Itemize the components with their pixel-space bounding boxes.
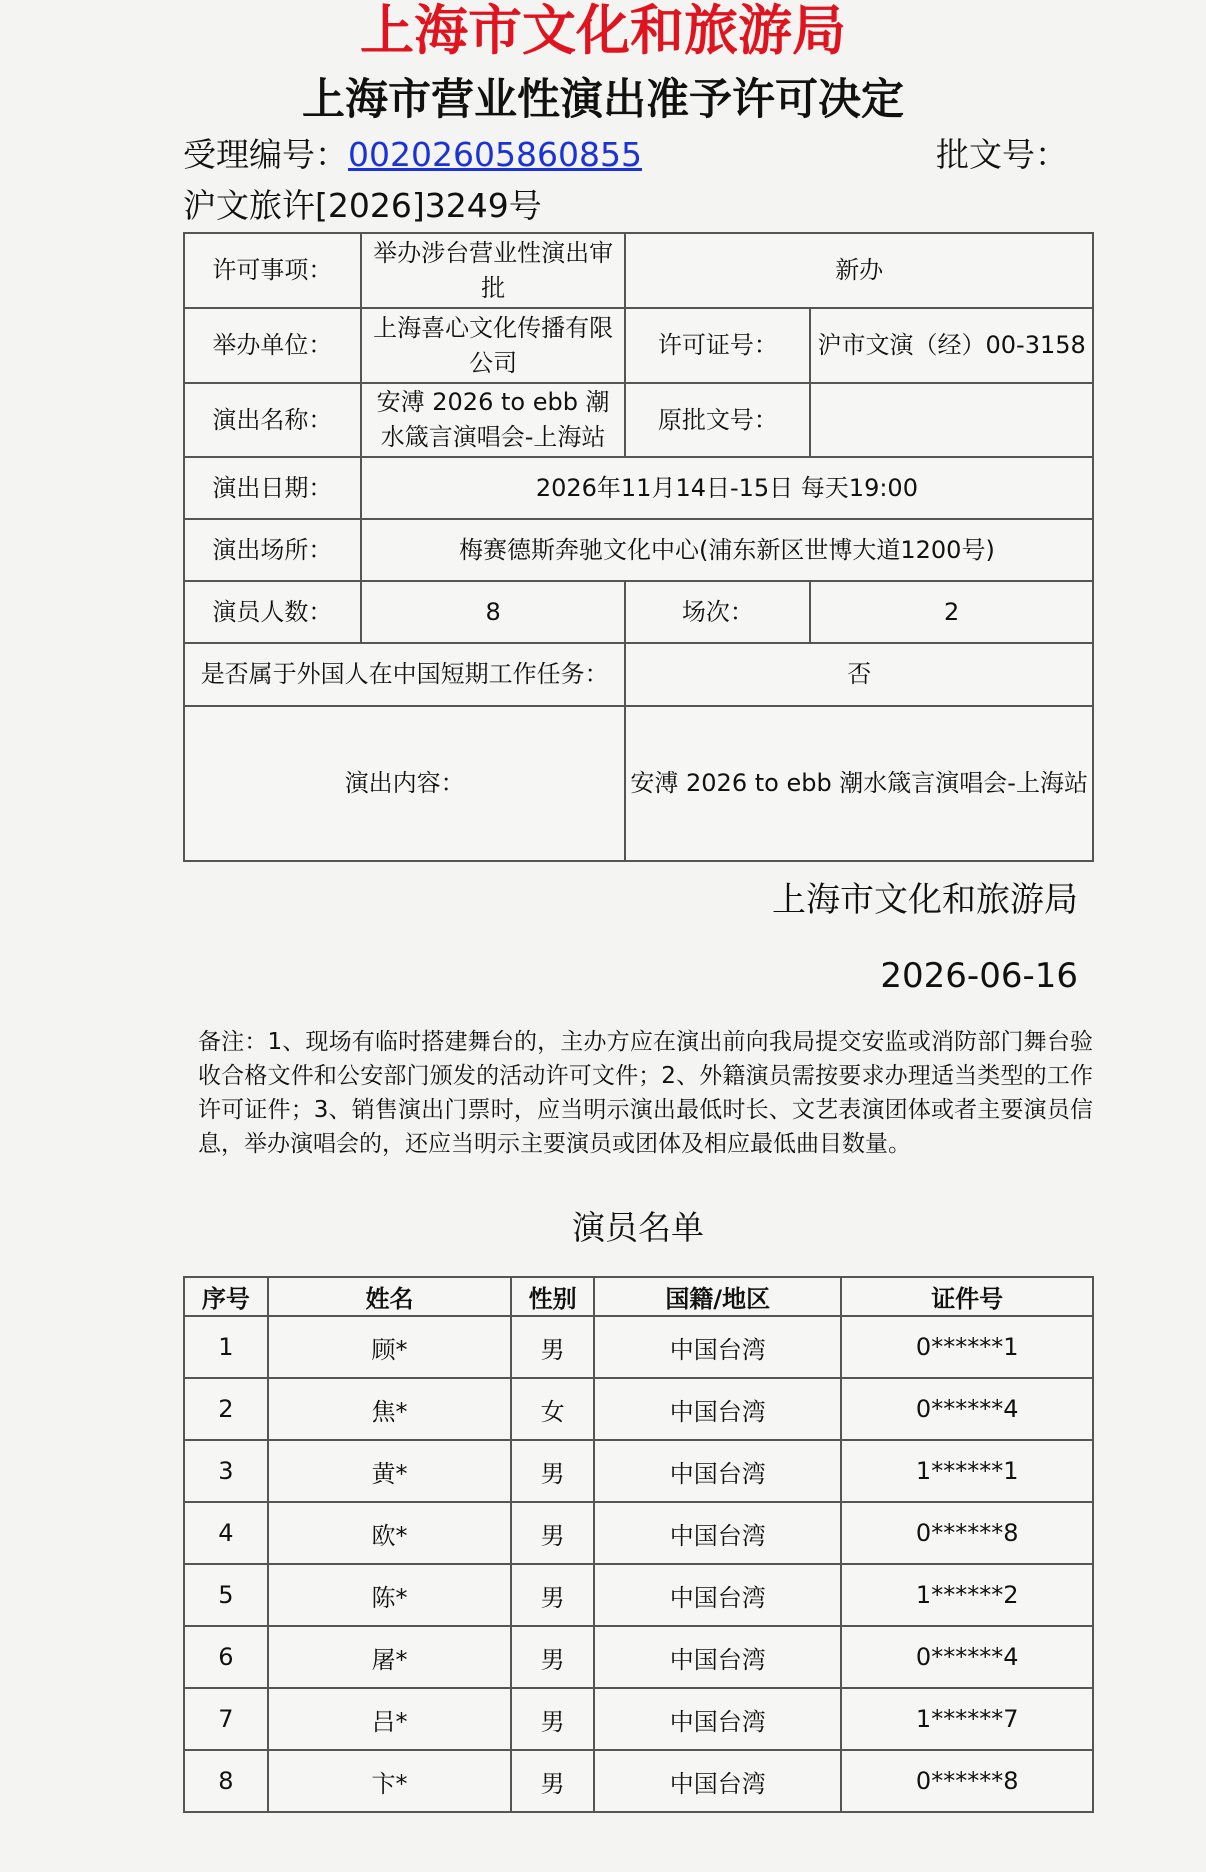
- date-label: 演出日期：: [184, 457, 361, 519]
- col-header-id: 证件号: [841, 1277, 1093, 1316]
- table-row: [184, 519, 1093, 581]
- table-row: [184, 1688, 1093, 1750]
- cast-table: [183, 1276, 1094, 1813]
- cell-name: 吕*: [268, 1688, 511, 1750]
- organizer-label: 举办单位：: [184, 308, 361, 383]
- acceptance-number-link[interactable]: 00202605860855: [348, 135, 642, 174]
- cell-nationality: 中国台湾: [594, 1626, 841, 1688]
- table-row: [184, 1626, 1093, 1688]
- acceptance-label: 受理编号：: [183, 135, 348, 174]
- approval-number: 沪文旅许[2026]3249号: [183, 186, 542, 225]
- col-header-gender: 性别: [511, 1277, 594, 1316]
- table-row: [184, 1440, 1093, 1502]
- cell-no: 8: [184, 1750, 268, 1812]
- table-row: [184, 581, 1093, 643]
- orig-approval-value: [810, 383, 1093, 457]
- cell-name: 焦*: [268, 1378, 511, 1440]
- cast-header-row: [184, 1277, 1093, 1316]
- venue-value: 梅赛德斯奔驰文化中心(浦东新区世博大道1200号): [361, 519, 1093, 581]
- cell-gender: 男: [511, 1626, 594, 1688]
- cell-nationality: 中国台湾: [594, 1750, 841, 1812]
- cell-nationality: 中国台湾: [594, 1440, 841, 1502]
- venue-label: 演出场所：: [184, 519, 361, 581]
- cell-name: 卞*: [268, 1750, 511, 1812]
- cell-gender: 男: [511, 1564, 594, 1626]
- cast-list-title: 演员名单: [572, 1208, 704, 1247]
- foreign-value: 否: [625, 643, 1093, 706]
- col-header-name: 姓名: [268, 1277, 511, 1316]
- cell-id: 0******4: [841, 1378, 1093, 1440]
- performers-value: 8: [361, 581, 626, 643]
- table-row: [184, 1378, 1093, 1440]
- sessions-value: 2: [810, 581, 1093, 643]
- cell-no: 1: [184, 1316, 268, 1378]
- table-row: [184, 1502, 1093, 1564]
- issuing-agency: 上海市文化和旅游局: [772, 880, 1078, 920]
- organizer-value: 上海喜心文化传播有限公司: [361, 308, 626, 383]
- remarks: 备注：1、现场有临时搭建舞台的，主办方应在演出前向我局提交安监或消防部门舞台验收合格文件和公安部门颁发的活动许可文件；2、外籍演员需按要求办理适当类型的工作许可证件；3、销售演出门票时，应当明示演出最低时长、文艺表演团体或者主要演员信息，举办演唱会的，还应当明示主要演员或团体及相应最低曲目数量。: [198, 1029, 1093, 1157]
- table-row: [184, 383, 1093, 457]
- table-row: [184, 1564, 1093, 1626]
- acceptance-line: [183, 132, 1066, 178]
- content-value: 安溥 2026 to ebb 潮水箴言演唱会-上海站: [625, 706, 1093, 861]
- issue-date: 2026-06-16: [880, 956, 1078, 996]
- col-header-nationality: 国籍/地区: [594, 1277, 841, 1316]
- performers-label: 演员人数：: [184, 581, 361, 643]
- foreign-label: 是否属于外国人在中国短期工作任务：: [184, 643, 625, 706]
- approval-label: 批文号：: [936, 135, 1068, 174]
- cell-no: 4: [184, 1502, 268, 1564]
- cell-gender: 男: [511, 1316, 594, 1378]
- cell-name: 陈*: [268, 1564, 511, 1626]
- cell-name: 顾*: [268, 1316, 511, 1378]
- cell-nationality: 中国台湾: [594, 1564, 841, 1626]
- cell-name: 欧*: [268, 1502, 511, 1564]
- cell-id: 0******1: [841, 1316, 1093, 1378]
- cell-id: 1******2: [841, 1564, 1093, 1626]
- cell-id: 1******1: [841, 1440, 1093, 1502]
- content-label: 演出内容：: [184, 706, 625, 861]
- orig-approval-label: 原批文号：: [625, 383, 810, 457]
- cell-id: 0******4: [841, 1626, 1093, 1688]
- license-label: 许可证号：: [625, 308, 810, 383]
- table-row: [184, 308, 1093, 383]
- table-row: [184, 457, 1093, 519]
- show-name-label: 演出名称：: [184, 383, 361, 457]
- table-row: [184, 233, 1093, 308]
- show-name-value: 安溥 2026 to ebb 潮水箴言演唱会-上海站: [361, 383, 626, 457]
- table-row: [184, 1316, 1093, 1378]
- cell-gender: 男: [511, 1688, 594, 1750]
- cell-no: 6: [184, 1626, 268, 1688]
- cell-gender: 女: [511, 1378, 594, 1440]
- cell-name: 屠*: [268, 1626, 511, 1688]
- permit-info-table: [183, 232, 1094, 862]
- cell-gender: 男: [511, 1440, 594, 1502]
- cell-no: 2: [184, 1378, 268, 1440]
- cell-nationality: 中国台湾: [594, 1316, 841, 1378]
- cell-id: 0******8: [841, 1750, 1093, 1812]
- cell-no: 7: [184, 1688, 268, 1750]
- item-label: 许可事项：: [184, 233, 361, 308]
- col-header-no: 序号: [184, 1277, 268, 1316]
- cell-gender: 男: [511, 1750, 594, 1812]
- sessions-label: 场次：: [625, 581, 810, 643]
- table-row: [184, 1750, 1093, 1812]
- cell-nationality: 中国台湾: [594, 1502, 841, 1564]
- cell-nationality: 中国台湾: [594, 1378, 841, 1440]
- agency-header: 上海市文化和旅游局: [360, 0, 846, 62]
- table-row: [184, 643, 1093, 706]
- cell-id: 0******8: [841, 1502, 1093, 1564]
- date-value: 2026年11月14日-15日 每天19:00: [361, 457, 1093, 519]
- cell-no: 3: [184, 1440, 268, 1502]
- item-value: 举办涉台营业性演出审批: [361, 233, 626, 308]
- license-value: 沪市文演（经）00-3158: [810, 308, 1093, 383]
- cell-no: 5: [184, 1564, 268, 1626]
- cell-name: 黄*: [268, 1440, 511, 1502]
- item-type: 新办: [625, 233, 1093, 308]
- document-title: 上海市营业性演出准予许可决定: [302, 75, 904, 125]
- cell-id: 1******7: [841, 1688, 1093, 1750]
- table-row: [184, 706, 1093, 861]
- cell-nationality: 中国台湾: [594, 1688, 841, 1750]
- cell-gender: 男: [511, 1502, 594, 1564]
